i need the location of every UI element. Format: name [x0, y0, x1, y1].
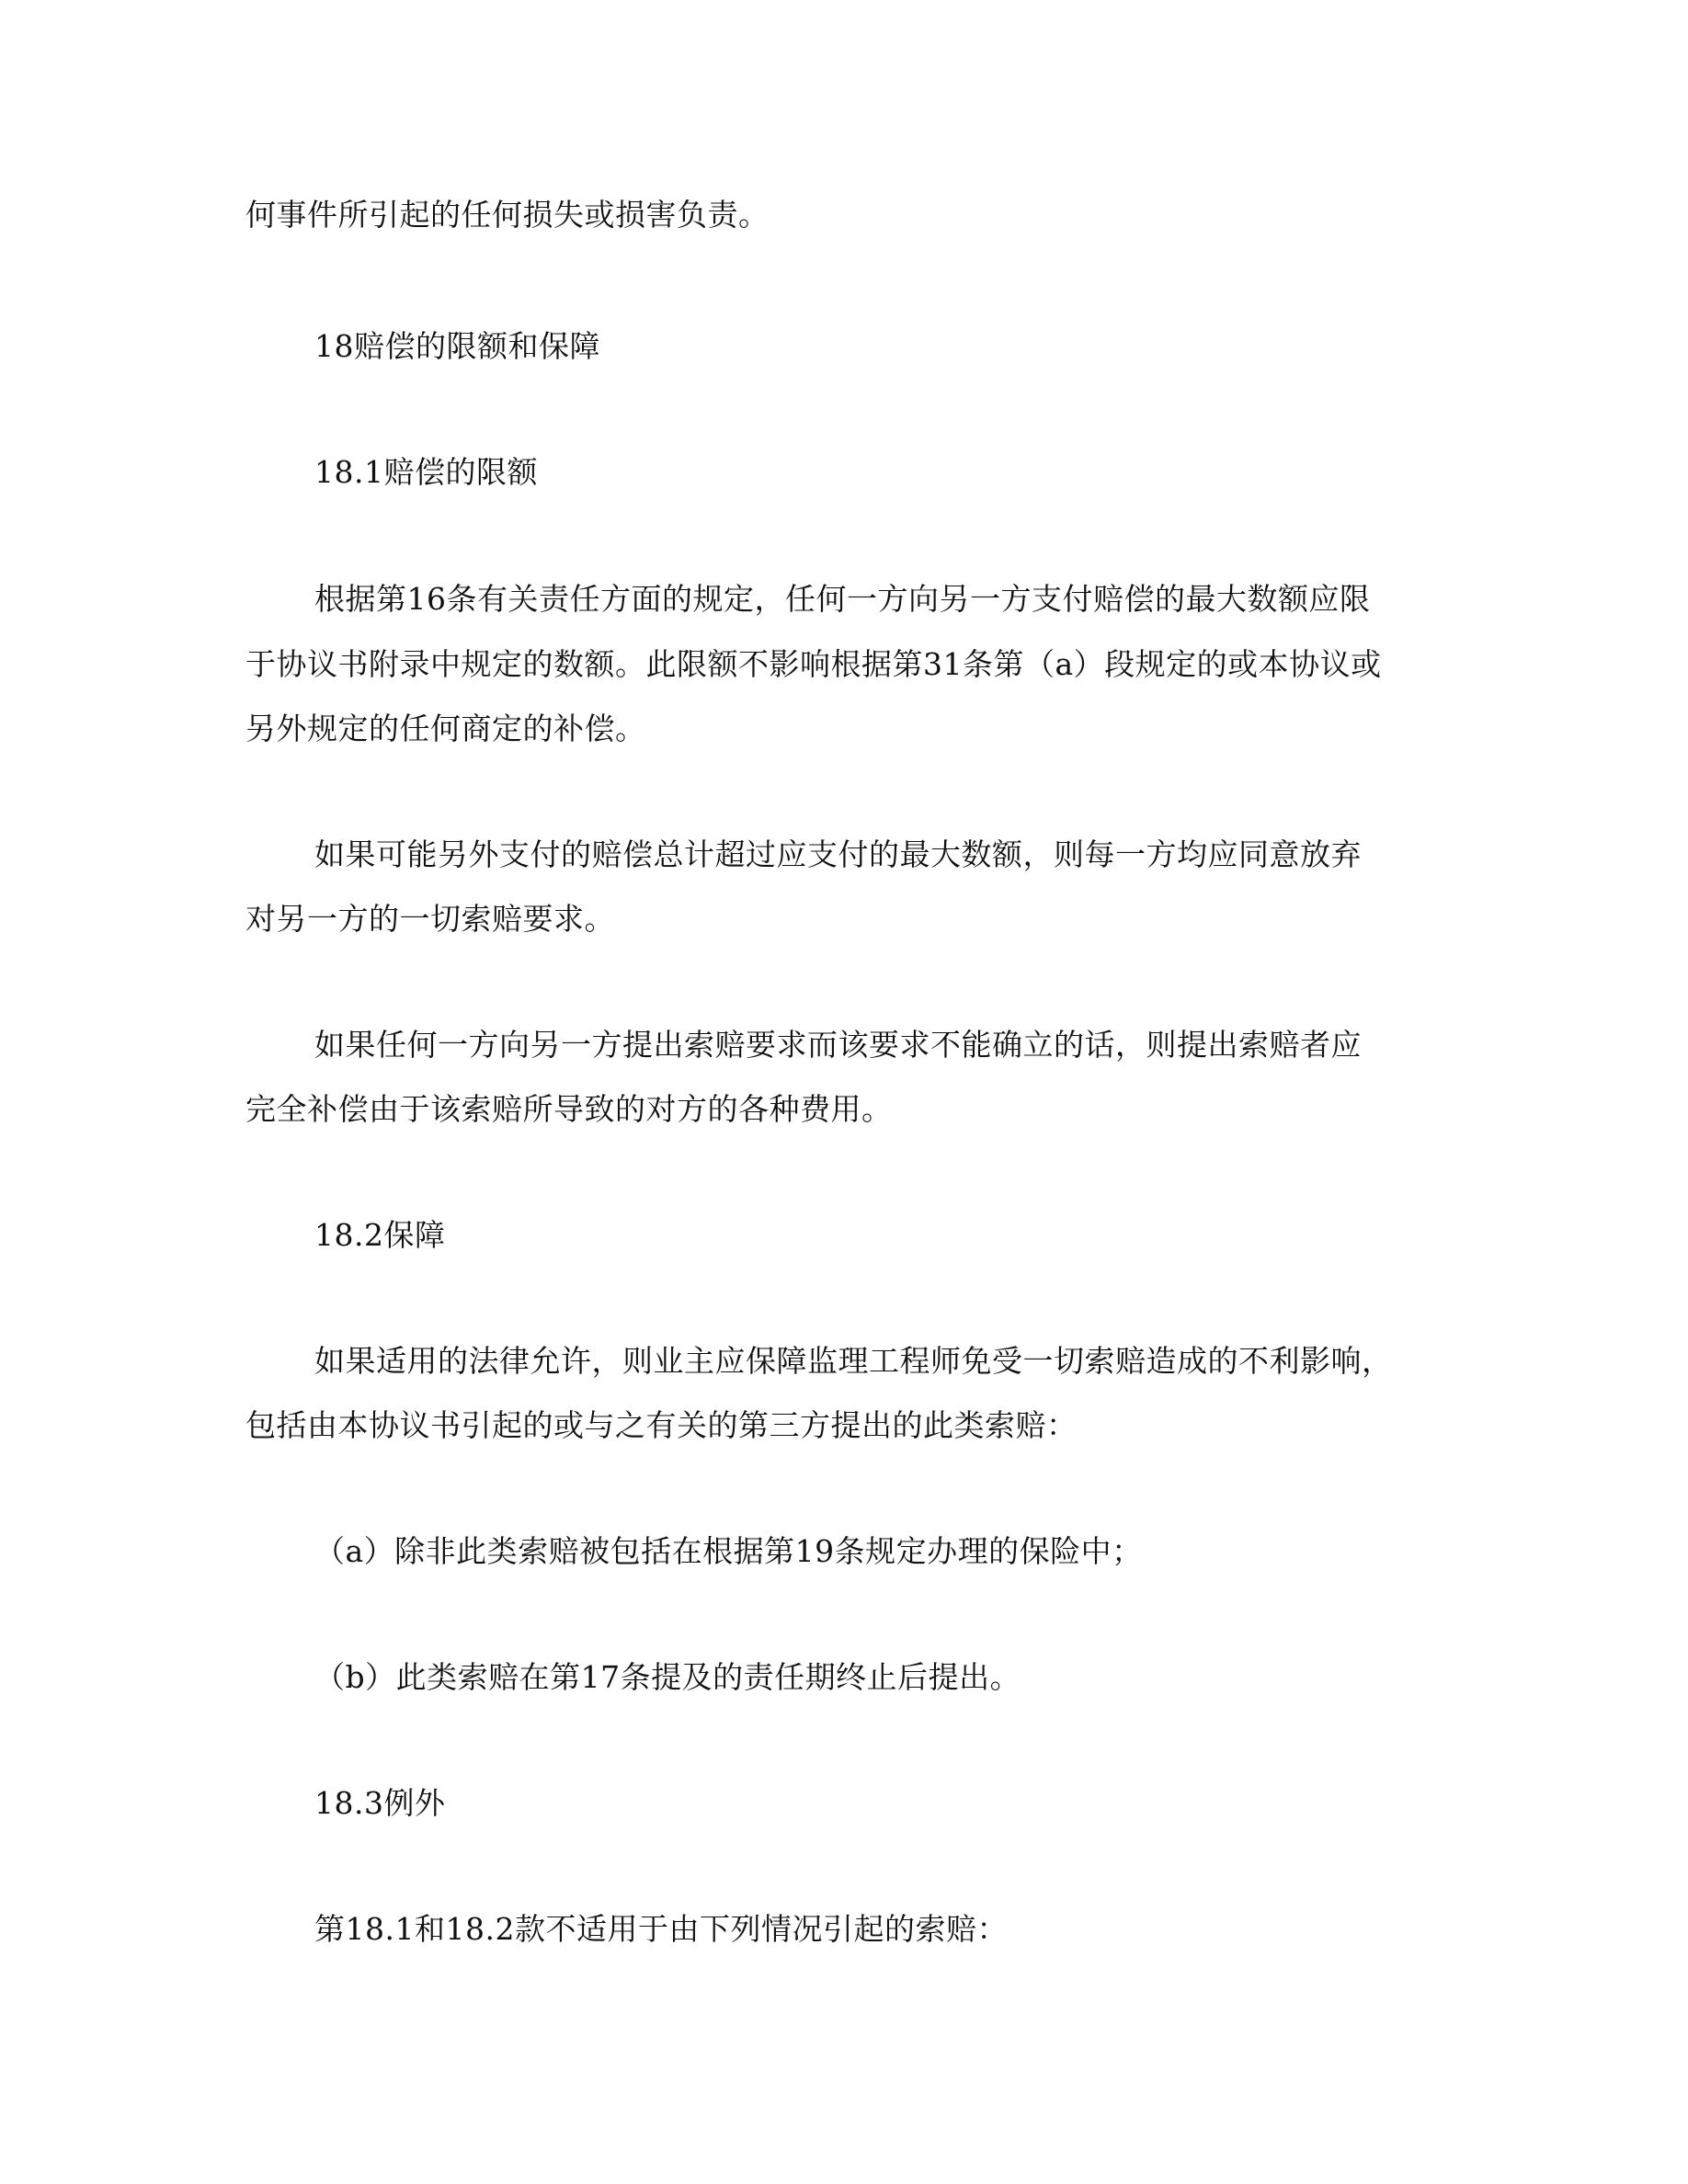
paragraph-continuation-line: 何事件所引起的任何损失或损害负责。: [245, 197, 770, 233]
paragraph-line: 如果任何一方向另一方提出索赔要求而该要求不能确立的话，则提出索赔者应: [314, 1027, 1362, 1063]
section-heading-18: 18赔偿的限额和保障: [314, 328, 600, 364]
subsection-heading-18-3: 18.3例外: [314, 1785, 446, 1821]
paragraph-line: 完全补偿由于该索赔所导致的对方的各种费用。: [245, 1091, 893, 1127]
paragraph-line: 另外规定的任何商定的补偿。: [245, 711, 646, 746]
paragraph-line: 如果适用的法律允许，则业主应保障监理工程师免受一切索赔造成的不利影响，: [314, 1343, 1393, 1379]
paragraph-line: 对另一方的一切索赔要求。: [245, 901, 615, 937]
paragraph-line: 如果可能另外支付的赔偿总计超过应支付的最大数额，则每一方均应同意放弃: [314, 836, 1362, 872]
paragraph-line: 第18.1和18.2款不适用于由下列情况引起的索赔：: [314, 1911, 1008, 1947]
list-item-a: （a）除非此类索赔被包括在根据第19条规定办理的保险中；: [314, 1533, 1143, 1569]
subsection-heading-18-1: 18.1赔偿的限额: [314, 454, 538, 490]
list-item-b: （b）此类索赔在第17条提及的责任期终止后提出。: [314, 1659, 1021, 1695]
paragraph-line: 于协议书附录中规定的数额。此限额不影响根据第31条第（a）段规定的或本协议或: [245, 646, 1382, 682]
subsection-heading-18-2: 18.2保障: [314, 1217, 446, 1253]
paragraph-line: 根据第16条有关责任方面的规定，任何一方向另一方支付赔偿的最大数额应限: [314, 581, 1371, 617]
paragraph-line: 包括由本协议书引起的或与之有关的第三方提出的此类索赔：: [245, 1407, 1078, 1443]
